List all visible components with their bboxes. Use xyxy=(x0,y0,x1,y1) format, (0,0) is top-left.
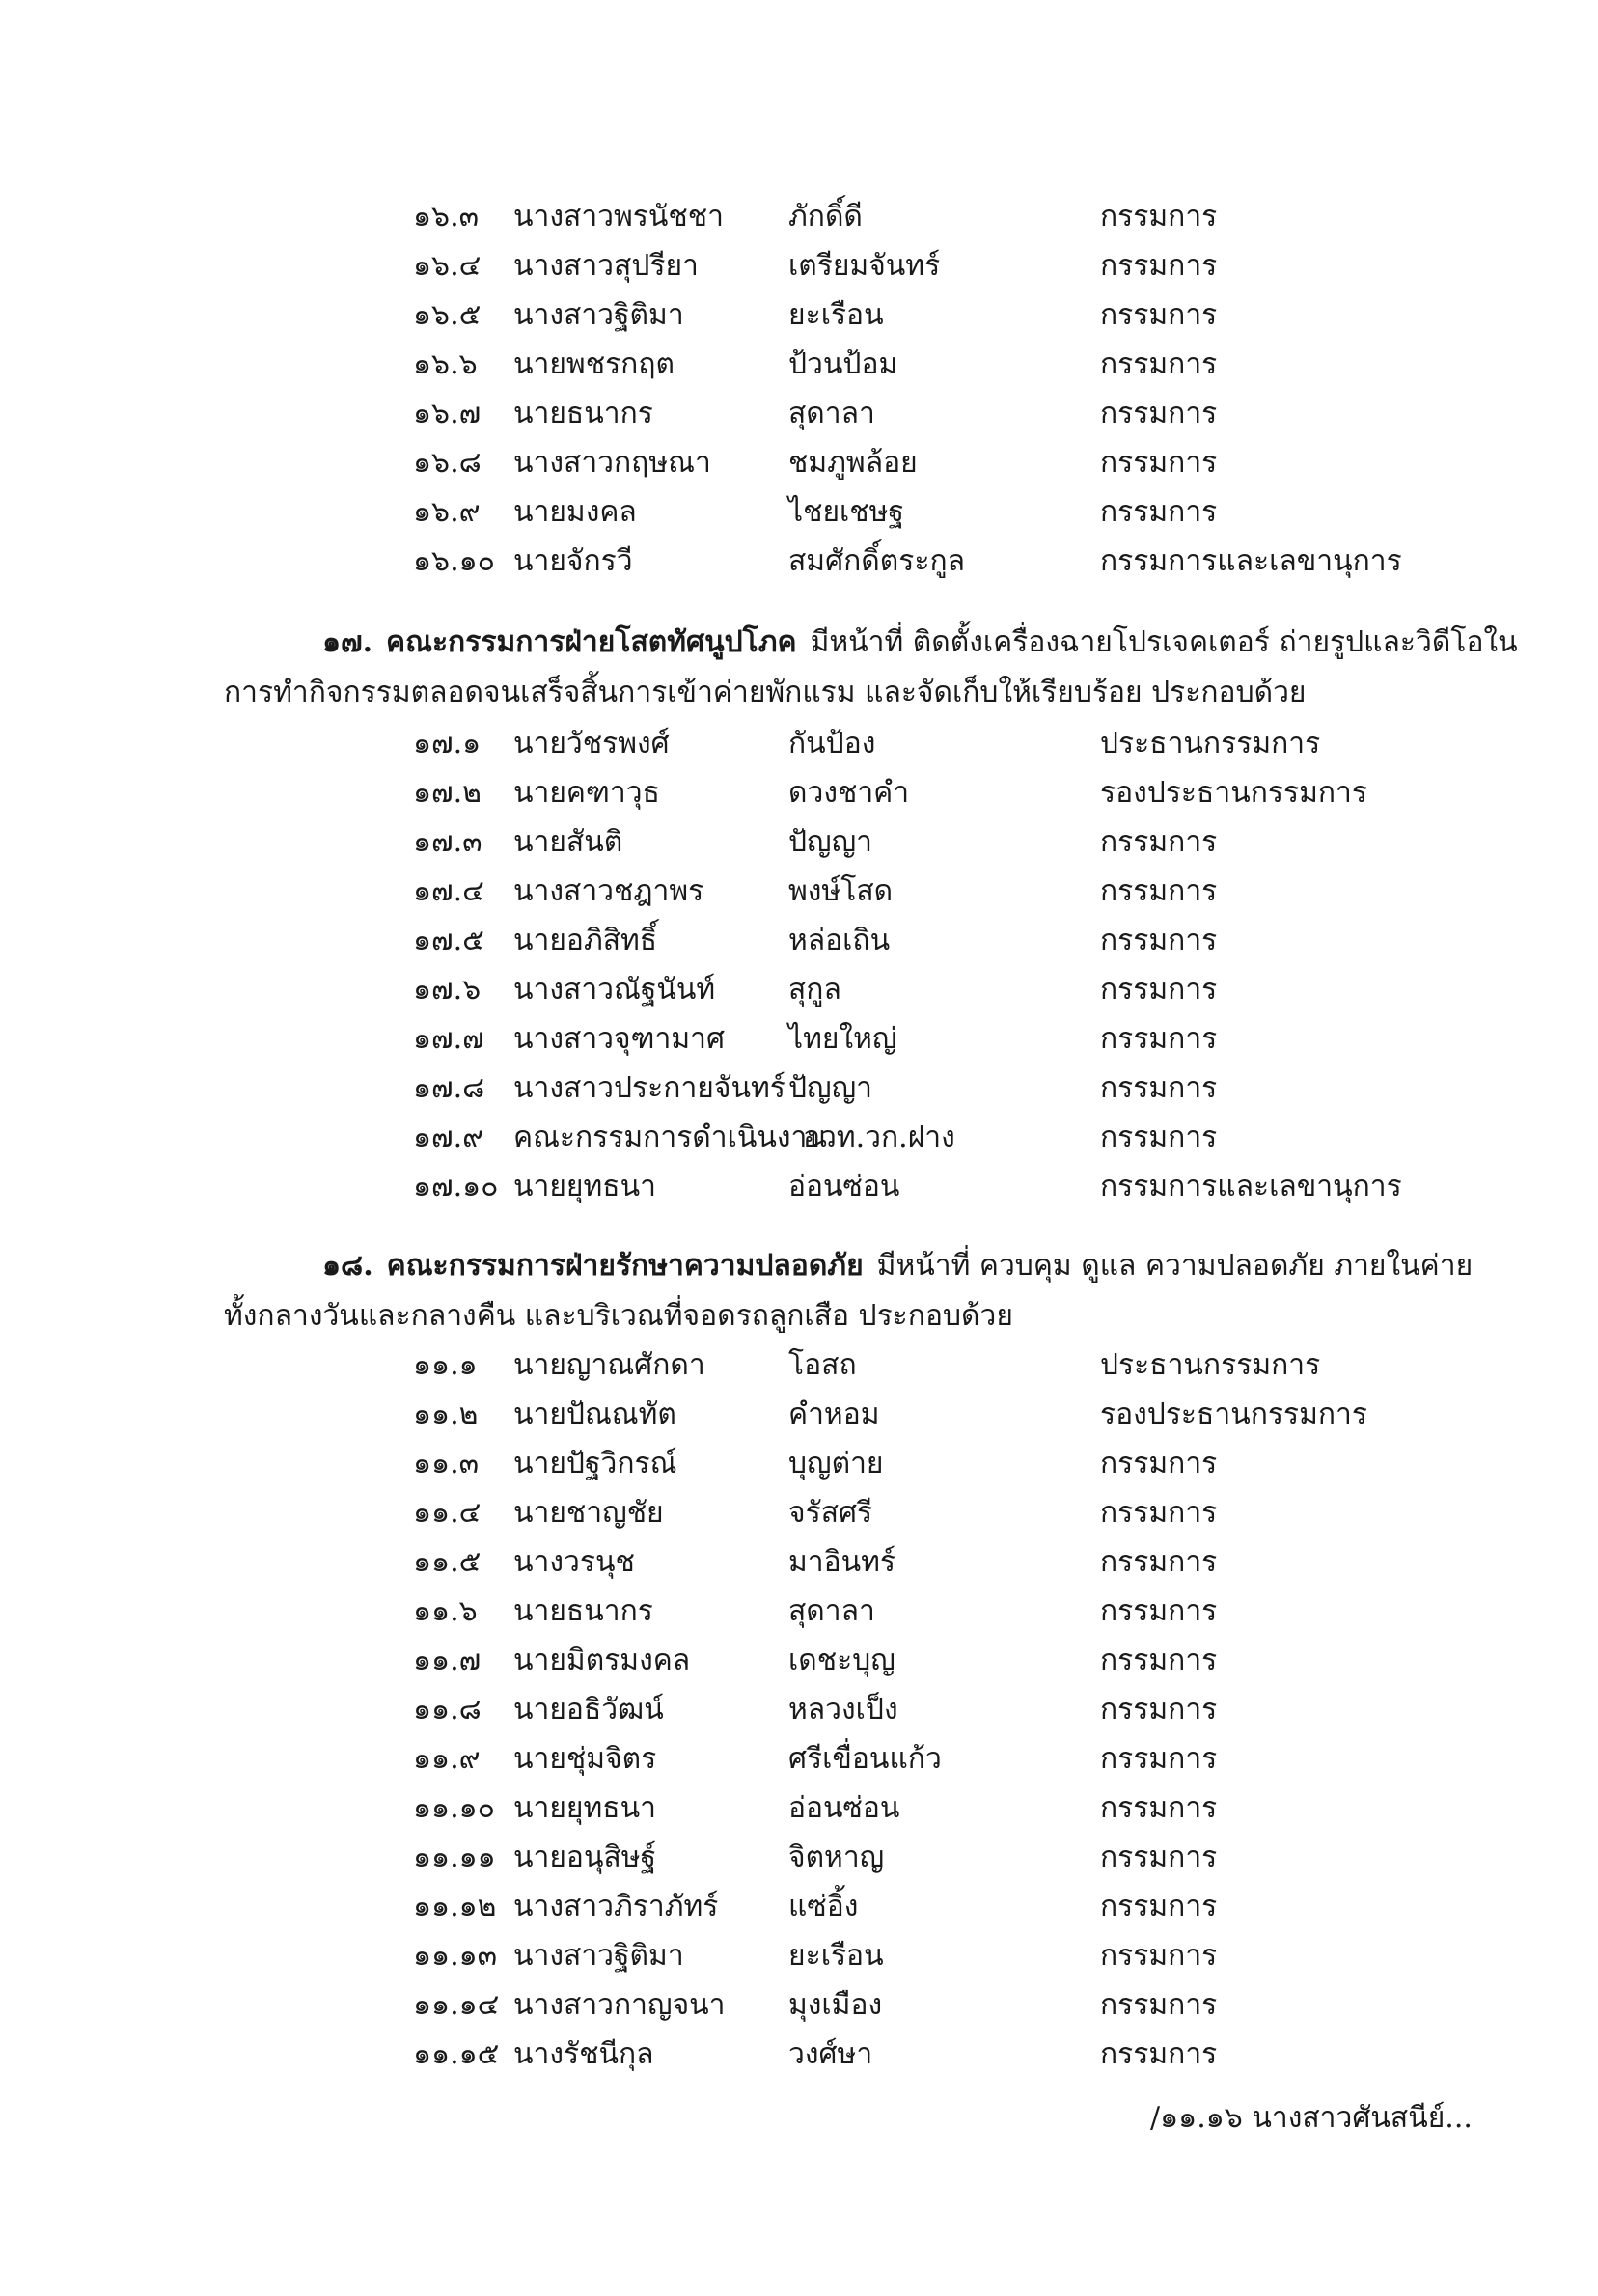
member-row xyxy=(0,1391,1598,1439)
member-number: ๑๗.๓ xyxy=(413,825,482,859)
member-row xyxy=(0,242,1598,290)
member-last-name: สุกูล xyxy=(788,973,841,1007)
member-first-name: นายอภิสิทธิ์ xyxy=(513,924,658,957)
member-role: กรรมการและเลขานุการ xyxy=(1100,544,1402,578)
member-role: กรรมการ xyxy=(1100,1644,1218,1677)
member-role: กรรมการ xyxy=(1100,1120,1218,1154)
member-row xyxy=(0,769,1598,817)
member-row xyxy=(0,439,1598,487)
member-first-name: นางสาวภิราภัทร์ xyxy=(513,1890,719,1923)
member-first-name: นางรัชนีกุล xyxy=(513,2037,654,2071)
member-role: กรรมการ xyxy=(1100,1594,1218,1628)
member-number: ๑๗.๗ xyxy=(413,1022,484,1056)
member-number: ๑๑.๑๑ xyxy=(413,1840,496,1874)
member-number: ๑๗.๒ xyxy=(413,776,482,810)
member-number: ๑๑.๑๓ xyxy=(413,1939,498,1973)
member-row xyxy=(0,1163,1598,1211)
member-role: กรรมการ xyxy=(1100,1988,1218,2022)
member-role: กรรมการ xyxy=(1100,924,1218,957)
member-number: ๑๖.๙ xyxy=(413,495,481,529)
member-number: ๑๑.๓ xyxy=(413,1447,480,1480)
member-row xyxy=(0,193,1598,241)
member-last-name: ดวงชาคำ xyxy=(788,776,910,810)
member-first-name: นายชาญชัย xyxy=(513,1496,664,1530)
member-first-name: นายมงคล xyxy=(513,495,637,529)
member-row xyxy=(0,966,1598,1014)
member-row xyxy=(0,1686,1598,1734)
member-role: กรรมการ xyxy=(1100,249,1218,283)
member-last-name: บุญต่าย xyxy=(788,1447,884,1480)
member-role: กรรมการ xyxy=(1100,1939,1218,1973)
section17-number: ๑๗. xyxy=(322,625,373,659)
member-first-name: นายมิตรมงคล xyxy=(513,1644,691,1677)
member-last-name: สุดาลา xyxy=(788,397,875,430)
member-last-name: ไชยเชษฐ xyxy=(788,495,904,529)
member-number: ๑๑.๕ xyxy=(413,1545,482,1579)
member-role: รองประธานกรรมการ xyxy=(1100,1397,1368,1431)
member-last-name: ปัญญา xyxy=(788,825,873,859)
member-row xyxy=(0,917,1598,965)
member-last-name: กันป้อง xyxy=(788,727,876,761)
member-number: ๑๖.๘ xyxy=(413,446,482,480)
member-role: กรรมการ xyxy=(1100,1496,1218,1530)
member-last-name: เตรียมจันทร์ xyxy=(788,249,941,283)
member-role: กรรมการ xyxy=(1100,1742,1218,1776)
member-role: กรรมการ xyxy=(1100,874,1218,908)
member-first-name: นายจักรวี xyxy=(513,544,633,578)
member-row xyxy=(0,341,1598,389)
member-last-name: แซ่อิ้ง xyxy=(788,1890,859,1923)
section17-duty-line2: การทำกิจกรรมตลอดจนเสร็จสิ้นการเข้าค่ายพักแรม และจัดเก็บให้เรียบร้อย ประกอบด้วย xyxy=(224,676,1307,709)
member-role: กรรมการ xyxy=(1100,1840,1218,1874)
member-first-name: นางสาวประกายจันทร์ xyxy=(513,1071,785,1105)
member-role: กรรมการ xyxy=(1100,298,1218,332)
member-last-name: สมศักดิ์ตระกูล xyxy=(788,544,966,578)
member-first-name: นายธนากร xyxy=(513,397,653,430)
section17-duty-line1: มีหน้าที่ ติดตั้งเครื่องฉายโปรเจคเตอร์ ถ่ายรูปและวิดีโอใน xyxy=(810,625,1518,659)
member-role: กรรมการ xyxy=(1100,1791,1218,1825)
member-role: กรรมการ xyxy=(1100,1693,1218,1727)
member-last-name: อ่อนซ่อน xyxy=(788,1170,900,1203)
member-row xyxy=(0,1883,1598,1931)
member-first-name: นางสาวฐิติมา xyxy=(513,1939,684,1973)
member-first-name: นายปัณณทัต xyxy=(513,1397,676,1431)
member-role: กรรมการ xyxy=(1100,2037,1218,2071)
member-row xyxy=(0,390,1598,438)
member-role: กรรมการ xyxy=(1100,1071,1218,1105)
member-last-name: จรัสศรี xyxy=(788,1496,873,1530)
member-last-name: จิตหาญ xyxy=(788,1840,885,1874)
member-last-name: โอสถ xyxy=(788,1348,857,1382)
member-first-name: นางสาวณัฐนันท์ xyxy=(513,973,716,1007)
member-last-name: ไทยใหญ่ xyxy=(788,1022,897,1056)
member-role: ประธานกรรมการ xyxy=(1100,1348,1321,1382)
member-role: กรรมการและเลขานุการ xyxy=(1100,1170,1402,1203)
member-row xyxy=(0,1342,1598,1390)
member-row xyxy=(0,1784,1598,1833)
member-first-name: คณะกรรมการดำเนินงาน xyxy=(513,1120,827,1154)
member-last-name: สุดาลา xyxy=(788,1594,875,1628)
member-row xyxy=(0,818,1598,867)
member-row xyxy=(0,1932,1598,1980)
member-number: ๑๑.๒ xyxy=(413,1397,479,1431)
member-first-name: นางสาวชฎาพร xyxy=(513,874,704,908)
member-role: กรรมการ xyxy=(1100,446,1218,480)
member-row xyxy=(0,868,1598,916)
member-row xyxy=(0,2031,1598,2079)
member-role: รองประธานกรรมการ xyxy=(1100,776,1368,810)
member-number: ๑๗.๑๐ xyxy=(413,1170,499,1203)
member-last-name: มาอินทร์ xyxy=(788,1545,896,1579)
member-role: กรรมการ xyxy=(1100,1545,1218,1579)
member-row xyxy=(0,1981,1598,2030)
section18-duty-line2: ทั้งกลางวันและกลางคืน และบริเวณที่จอดรถลูกเสือ ประกอบด้วย xyxy=(224,1299,1013,1333)
member-number: ๑๗.๘ xyxy=(413,1071,485,1105)
member-role: กรรมการ xyxy=(1100,495,1218,529)
section17-heading xyxy=(322,618,1518,668)
member-first-name: นายอนุสิษฐ์ xyxy=(513,1840,657,1874)
member-last-name: อ่อนซ่อน xyxy=(788,1791,900,1825)
member-number: ๑๑.๖ xyxy=(413,1594,478,1628)
continuation-note: /๑๑.๑๖ นางสาวศันสนีย์... xyxy=(1150,2101,1473,2135)
member-last-name: ปัญญา xyxy=(788,1071,873,1105)
member-role: กรรมการ xyxy=(1100,1890,1218,1923)
member-first-name: นายวัชรพงศ์ xyxy=(513,727,670,761)
member-number: ๑๗.๙ xyxy=(413,1120,484,1154)
member-last-name: คำหอม xyxy=(788,1397,880,1431)
member-first-name: นายธนากร xyxy=(513,1594,653,1628)
member-role: กรรมการ xyxy=(1100,973,1218,1007)
member-role: กรรมการ xyxy=(1100,1022,1218,1056)
member-number: ๑๗.๑ xyxy=(413,727,482,761)
member-last-name: ป้วนป้อม xyxy=(788,347,898,381)
member-first-name: นายสันติ xyxy=(513,825,623,859)
member-last-name: ยะเรือน xyxy=(788,1939,884,1973)
member-first-name: นายญาณศักดา xyxy=(513,1348,705,1382)
member-row xyxy=(0,291,1598,340)
member-last-name: อวท.วก.ฝาง xyxy=(803,1120,955,1154)
member-last-name: หลวงเป็ง xyxy=(788,1693,898,1727)
member-number: ๑๑.๑๔ xyxy=(413,1988,500,2022)
member-number: ๑๑.๑๕ xyxy=(413,2037,500,2071)
member-first-name: นายยุทธนา xyxy=(513,1170,656,1203)
member-role: กรรมการ xyxy=(1100,1447,1218,1480)
member-first-name: นางสาวกฤษณา xyxy=(513,446,711,480)
member-first-name: นางสาวจุฑามาศ xyxy=(513,1022,725,1056)
member-number: ๑๖.๓ xyxy=(413,200,480,234)
member-number: ๑๑.๙ xyxy=(413,1742,481,1776)
member-last-name: ชมภูพล้อย xyxy=(788,446,918,480)
section18-heading xyxy=(322,1241,1473,1291)
section18-duty-line1: มีหน้าที่ ควบคุม ดูแล ความปลอดภัย ภายในค่าย xyxy=(876,1249,1474,1283)
member-number: ๑๑.๑๐ xyxy=(413,1791,495,1825)
member-last-name: มุงเมือง xyxy=(788,1988,883,2022)
member-last-name: ศรีเขื่อนแก้ว xyxy=(788,1742,942,1776)
member-number: ๑๖.๔ xyxy=(413,249,482,283)
member-number: ๑๖.๑๐ xyxy=(413,544,495,578)
member-last-name: ภักดิ์ดี xyxy=(788,200,863,234)
member-number: ๑๑.๗ xyxy=(413,1644,482,1677)
member-first-name: นายปัฐวิกรณ์ xyxy=(513,1447,677,1480)
member-last-name: หล่อเถิน xyxy=(788,924,891,957)
section18-title: คณะกรรมการฝ่ายรักษาความปลอดภัย xyxy=(386,1249,864,1283)
member-last-name: เดชะบุญ xyxy=(788,1644,895,1677)
member-row xyxy=(0,1538,1598,1587)
member-first-name: นายคฑาวุธ xyxy=(513,776,660,810)
member-first-name: นายพชรกฤต xyxy=(513,347,675,381)
member-row xyxy=(0,1834,1598,1882)
member-number: ๑๗.๔ xyxy=(413,874,484,908)
member-row xyxy=(0,538,1598,586)
section17-title: คณะกรรมการฝ่ายโสตทัศนูปโภค xyxy=(386,625,797,659)
member-last-name: วงศ์ษา xyxy=(788,2037,873,2071)
member-number: ๑๑.๑๒ xyxy=(413,1890,497,1923)
member-row xyxy=(0,720,1598,768)
member-row xyxy=(0,1637,1598,1685)
member-number: ๑๖.๕ xyxy=(413,298,482,332)
member-row xyxy=(0,1489,1598,1537)
member-first-name: นางสาวสุปรียา xyxy=(513,249,699,283)
member-row xyxy=(0,1440,1598,1488)
member-number: ๑๗.๕ xyxy=(413,924,484,957)
member-row xyxy=(0,1588,1598,1636)
member-first-name: นายชุ่มจิตร xyxy=(513,1742,657,1776)
member-row xyxy=(0,1114,1598,1162)
member-role: กรรมการ xyxy=(1100,397,1218,430)
member-first-name: นายอธิวัฒน์ xyxy=(513,1693,664,1727)
member-first-name: นางสาวพรนัชชา xyxy=(513,200,724,234)
member-row xyxy=(0,1735,1598,1784)
member-number: ๑๖.๖ xyxy=(413,347,478,381)
member-last-name: พงษ์โสด xyxy=(788,874,894,908)
member-row xyxy=(0,488,1598,537)
section18-number: ๑๘. xyxy=(322,1249,373,1283)
member-role: กรรมการ xyxy=(1100,825,1218,859)
member-first-name: นางวรนุช xyxy=(513,1545,635,1579)
member-role: ประธานกรรมการ xyxy=(1100,727,1321,761)
member-number: ๑๖.๗ xyxy=(413,397,482,430)
member-number: ๑๑.๑ xyxy=(413,1348,478,1382)
member-first-name: นางสาวกาญจนา xyxy=(513,1988,726,2022)
member-row xyxy=(0,1065,1598,1113)
member-number: ๑๑.๔ xyxy=(413,1496,482,1530)
member-last-name: ยะเรือน xyxy=(788,298,884,332)
member-role: กรรมการ xyxy=(1100,347,1218,381)
member-row xyxy=(0,1015,1598,1064)
member-first-name: นายยุทธนา xyxy=(513,1791,656,1825)
member-role: กรรมการ xyxy=(1100,200,1218,234)
member-number: ๑๑.๘ xyxy=(413,1693,482,1727)
member-first-name: นางสาวฐิติมา xyxy=(513,298,684,332)
member-number: ๑๗.๖ xyxy=(413,973,482,1007)
